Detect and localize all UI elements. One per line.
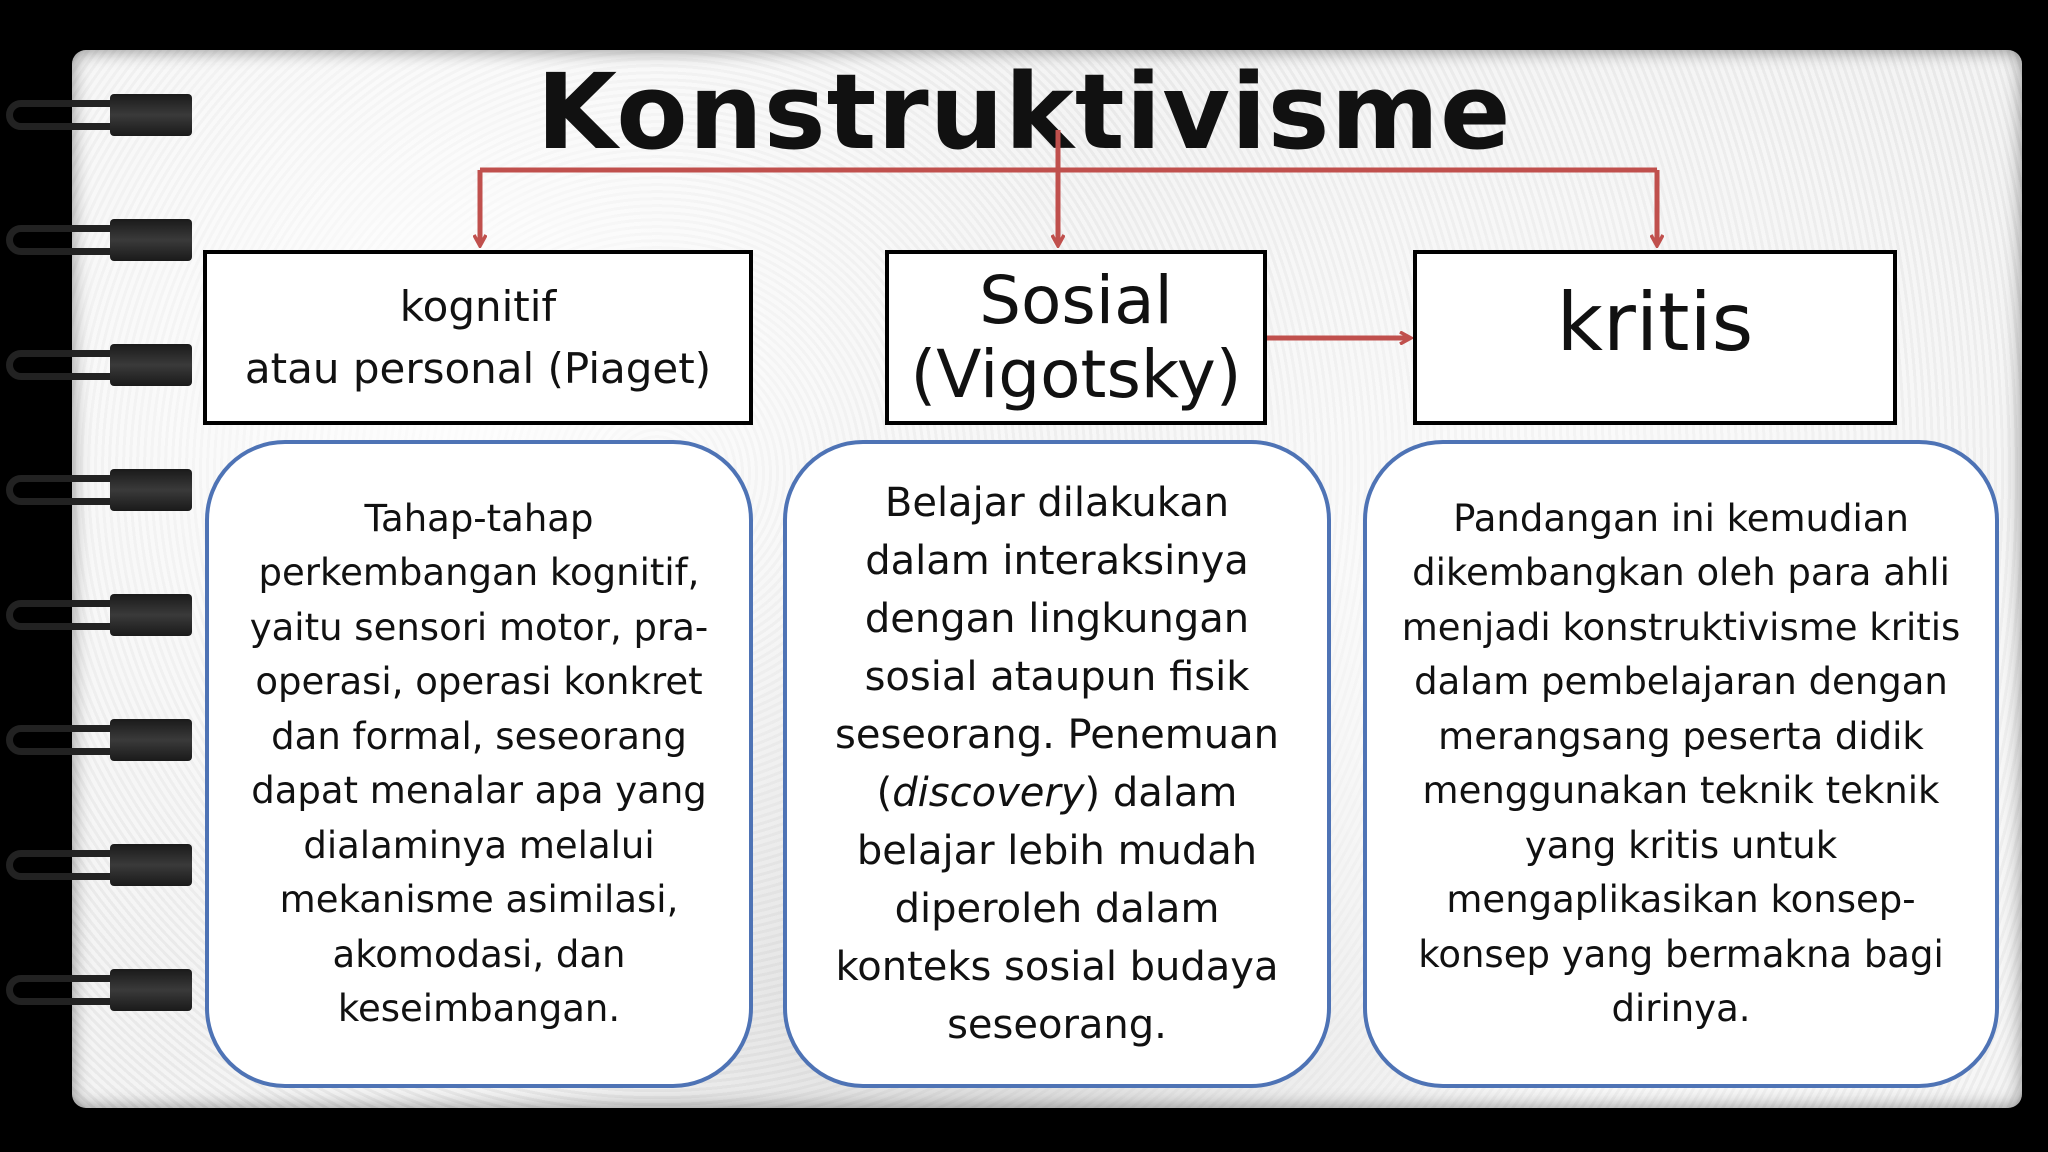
category-box-sosial bbox=[885, 250, 1267, 425]
category-label: kritis bbox=[1556, 276, 1754, 369]
category-label: Sosial (Vigotsky) bbox=[910, 261, 1242, 413]
description-card-sosial bbox=[783, 440, 1331, 1088]
description-text: Tahap-tahap perkembangan kognitif, yaitu sensori motor, pra-operasi, operasi konkret dan formal, seseorang dapat menalar apa yang dialaminya melalui mekanisme asimilasi, akomodasi, dan keseimbangan. bbox=[249, 496, 709, 1030]
category-box-kritis bbox=[1413, 250, 1897, 425]
description-card-kognitif bbox=[205, 440, 753, 1088]
description-text: Pandangan ini kemudian dikembangkan oleh para ahli menjadi konstruktivisme kritis dalam pembelajaran dengan merangsang peserta didik menggunakan teknik teknik yang kritis untuk mengaplikasikan konsep-konsep yang bermakna bagi dirinya. bbox=[1401, 496, 1961, 1030]
description-text bbox=[821, 474, 1293, 1054]
category-box-kognitif bbox=[203, 250, 753, 425]
diagram-title: Konstruktivisme bbox=[536, 51, 1512, 173]
category-label: kognitif atau personal (Piaget) bbox=[244, 281, 712, 393]
description-text-part: Belajar dilakukan dalam interaksinya dengan lingkungan sosial ataupun fisik seseorang. Penemuan ( bbox=[835, 480, 1279, 816]
description-card-kritis bbox=[1363, 440, 1999, 1088]
description-text-italic: discovery bbox=[892, 770, 1085, 816]
description-text-part: ) dalam belajar lebih mudah diperoleh dalam konteks sosial budaya seseorang. bbox=[835, 770, 1279, 1048]
